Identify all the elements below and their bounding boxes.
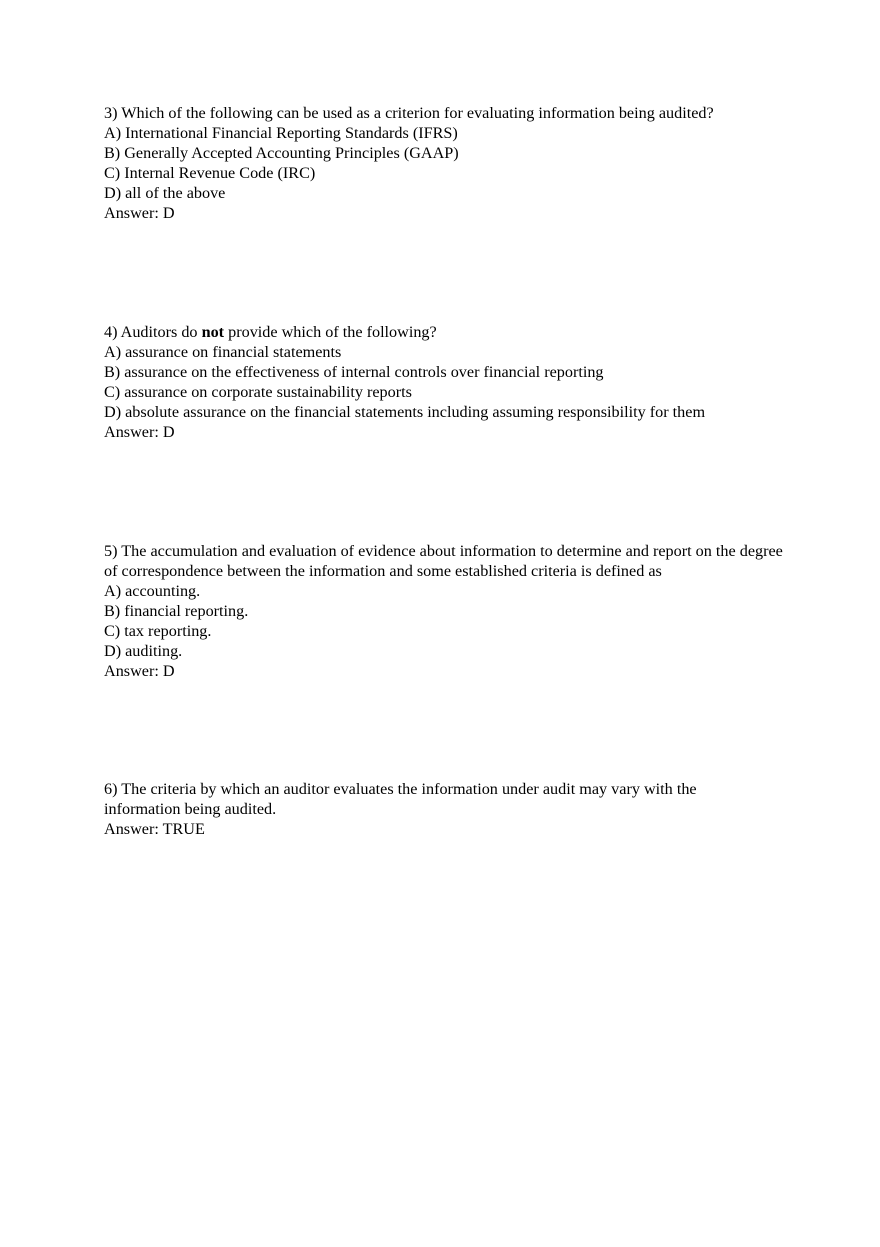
option-a: A) assurance on financial statements xyxy=(104,343,342,361)
question-stem: 5) The accumulation and evaluation of evidence about information to determine and report on the degree of correspondence between the information and some established criteria is defined as xyxy=(104,542,783,580)
question-5 xyxy=(104,541,804,681)
option-c: C) assurance on corporate sustainability reports xyxy=(104,383,412,401)
option-b: B) assurance on the effectiveness of internal controls over financial reporting xyxy=(104,363,604,381)
answer: Answer: D xyxy=(104,662,175,680)
option-d: D) absolute assurance on the financial statements including assuming responsibility for them xyxy=(104,403,706,421)
question-stem: 6) The criteria by which an auditor evaluates the information under audit may vary with the information being audited. xyxy=(104,780,697,818)
option-d: D) all of the above xyxy=(104,184,226,202)
question-stem: 3) Which of the following can be used as a criterion for evaluating information being audited? xyxy=(104,104,714,122)
option-b: B) financial reporting. xyxy=(104,602,249,620)
stem-text-before: 4) Auditors do xyxy=(104,323,202,341)
option-a: A) accounting. xyxy=(104,582,201,600)
question-6 xyxy=(104,779,804,839)
option-b: B) Generally Accepted Accounting Principles (GAAP) xyxy=(104,144,459,162)
stem-emphasis: not xyxy=(201,323,225,341)
option-c: C) tax reporting. xyxy=(104,622,212,640)
stem-text-after: provide which of the following? xyxy=(224,323,437,341)
answer: Answer: TRUE xyxy=(104,820,205,838)
option-c: C) Internal Revenue Code (IRC) xyxy=(104,164,316,182)
answer: Answer: D xyxy=(104,204,175,222)
option-d: D) auditing. xyxy=(104,642,183,660)
question-3 xyxy=(104,103,804,223)
option-a: A) International Financial Reporting Standards (IFRS) xyxy=(104,124,458,142)
answer: Answer: D xyxy=(104,423,175,441)
question-4 xyxy=(104,322,804,442)
question-stem xyxy=(104,322,804,342)
